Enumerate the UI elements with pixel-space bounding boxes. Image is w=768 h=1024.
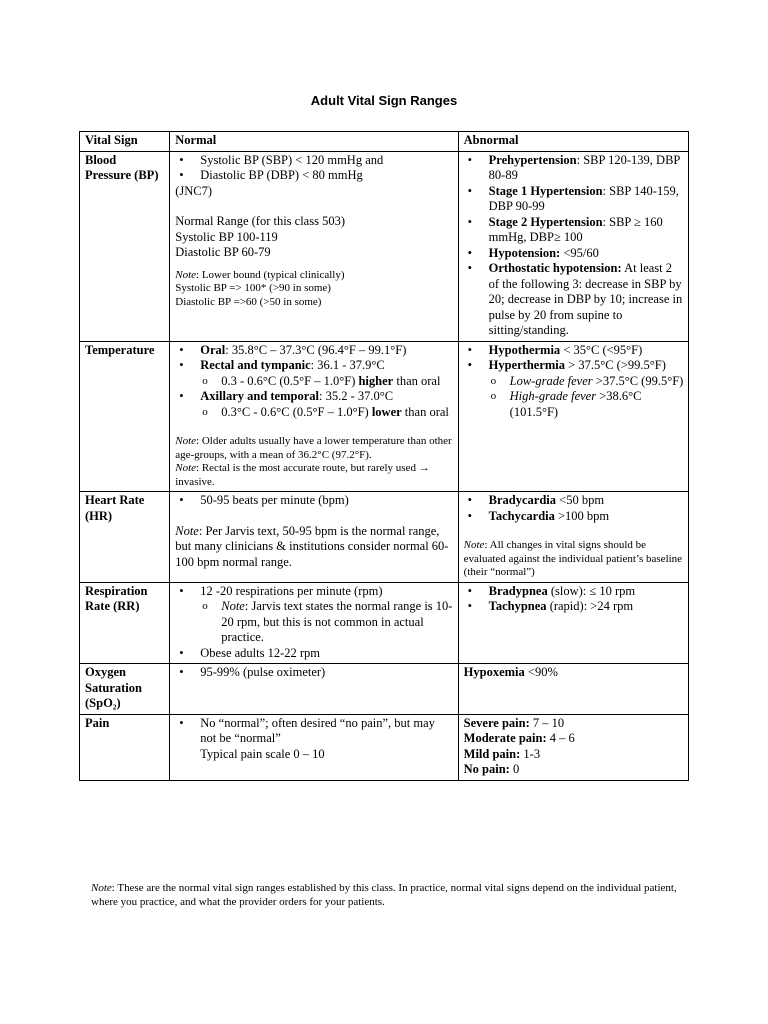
list-item: • Hyperthermia > 37.5°C (>99.5°F) o Low-grade fever >37.5°C (99.5°F) o High-grade fever >38.6°C (101.5°F) (489, 358, 684, 420)
list-item: • 12 -20 respirations per minute (rpm) o Note: Jarvis text states the normal range is 10-20 rpm, but this is not common in actual practice. (200, 584, 453, 646)
vital-sign-label: Heart Rate (HR) (80, 492, 170, 583)
list-item: • Bradycardia <50 bpm (489, 493, 684, 509)
note: Note: Older adults usually have a lower temperature than other age-groups, with a mean of 36.2°C (97.2°F). (175, 435, 452, 461)
note-label: Note (175, 523, 199, 538)
header-abnormal: Abnormal (458, 132, 688, 152)
note-line: Diastolic BP =>60 (>50 in some) (175, 295, 322, 308)
list-item: • Rectal and tympanic: 36.1 - 37.9°C o 0.3 - 0.6°C (0.5°F – 1.0°F) higher than oral (200, 358, 453, 389)
list-item: • 95-99% (pulse oximeter) (200, 665, 453, 681)
note-label: Note (175, 435, 197, 447)
list-item: • Systolic BP (SBP) < 120 mmHg and (200, 153, 453, 169)
text-line: Systolic BP 100-119 (175, 229, 278, 244)
normal-cell (170, 151, 458, 341)
sub-list-item: o 0.3 - 0.6°C (0.5°F – 1.0°F) higher than oral (221, 374, 453, 390)
vital-sign-label: Temperature (80, 341, 170, 492)
table-row-temperature (80, 341, 689, 492)
note-label: Note (91, 882, 112, 894)
text-line: Mild pain: 1-3 (463, 746, 541, 761)
vital-signs-table (79, 131, 689, 781)
abnormal-cell (458, 492, 688, 583)
abnormal-cell (458, 582, 688, 664)
text-line: No pain: 0 (463, 762, 520, 776)
header-vital-sign: Vital Sign (80, 132, 170, 152)
normal-cell (170, 714, 458, 780)
table-row-heart-rate (80, 492, 689, 583)
note-line: Systolic BP => 100* (>90 in some) (175, 282, 331, 294)
text-line: Normal Range (for this class 503) (175, 214, 346, 228)
list-item: • Tachycardia >100 bpm (489, 509, 684, 525)
table-row-bp (80, 151, 689, 341)
text-line: Diastolic BP 60-79 (175, 245, 271, 259)
footnote: Note: These are the normal vital sign ranges established by this class. In practice, normal vital signs depend on the individual patient, where you practice, and what the provider orders for your patients. (91, 882, 677, 908)
table-row-oxygen-saturation (80, 664, 689, 715)
list-item: • Hypotension: <95/60 (489, 246, 684, 262)
list-item: • Bradypnea (slow): ≤ 10 rpm (489, 584, 684, 600)
list-item: • Diastolic BP (DBP) < 80 mmHg (200, 168, 453, 184)
page-title: Adult Vital Sign Ranges (310, 93, 458, 108)
note: Note: Lower bound (typical clinically) (175, 268, 345, 281)
sub-list-item: o 0.3°C - 0.6°C (0.5°F – 1.0°F) lower than oral (221, 405, 453, 421)
sub-list-item: o Low-grade fever >37.5°C (99.5°F) (510, 374, 684, 390)
normal-cell (170, 664, 458, 715)
list-item: • Prehypertension: SBP 120-139, DBP 80-89 (489, 153, 684, 184)
normal-cell (170, 341, 458, 492)
text-line: Severe pain: 7 – 10 (463, 715, 565, 730)
note: Note: All changes in vital signs should be evaluated against the individual patient’s baseline (their “normal”) (463, 539, 683, 578)
text-line: Moderate pain: 4 – 6 (463, 731, 575, 745)
table-row-pain (80, 714, 689, 780)
normal-cell (170, 492, 458, 583)
note-label: Note (175, 462, 197, 474)
abnormal-cell (458, 341, 688, 492)
table-header-row (80, 132, 689, 152)
vital-sign-label: Blood Pressure (BP) (80, 151, 170, 341)
list-item: • Stage 2 Hypertension: SBP ≥ 160 mmHg, DBP≥ 100 (489, 215, 684, 246)
table-row-respiration-rate (80, 582, 689, 664)
sub-list-item: o Note: Jarvis text states the normal range is 10-20 rpm, but this is not common in actual practice. (221, 599, 453, 646)
sub-list-item: o High-grade fever >38.6°C (101.5°F) (510, 389, 684, 420)
list-item: • Oral: 35.8°C – 37.3°C (96.4°F – 99.1°F) (200, 343, 453, 359)
list-item: • Hypothermia < 35°C (<95°F) (489, 343, 684, 359)
list-item: • Axillary and temporal: 35.2 - 37.0°C o 0.3°C - 0.6°C (0.5°F – 1.0°F) lower than oral (200, 389, 453, 420)
list-item: • Obese adults 12-22 rpm (200, 646, 453, 662)
list-item: • 50-95 beats per minute (bpm) (200, 493, 453, 509)
vital-sign-label: Oxygen Saturation (SpO₂) (80, 664, 170, 715)
text-line: (JNC7) (175, 183, 213, 198)
note: Note: Rectal is the most accurate route, but rarely used → invasive. (175, 462, 430, 488)
note-label: Note (463, 539, 485, 551)
list-item: • Orthostatic hypotension: At least 2 of the following 3: decrease in SBP by 20; decrease in DBP by 10; increase in pulse by 20 from supine to sitting/standing. (489, 261, 684, 339)
list-item: • Stage 1 Hypertension: SBP 140-159, DBP 90-99 (489, 184, 684, 215)
header-normal: Normal (170, 132, 458, 152)
vital-sign-label: Pain (80, 714, 170, 780)
abnormal-cell (458, 714, 688, 780)
note-label: Note (175, 268, 197, 281)
text-line: Hypoxemia <90% (463, 665, 558, 679)
abnormal-cell (458, 151, 688, 341)
normal-cell (170, 582, 458, 664)
vital-sign-label: Respiration Rate (RR) (80, 582, 170, 664)
list-item: • Tachypnea (rapid): >24 rpm (489, 599, 684, 615)
abnormal-cell (458, 664, 688, 715)
note: Note: Per Jarvis text, 50-95 bpm is the normal range, but many clinicians & institutions consider normal 60-100 bpm normal range. (175, 523, 449, 569)
list-item: • No “normal”; often desired “no pain”, but may not be “normal” Typical pain scale 0 – 10 (200, 716, 453, 763)
